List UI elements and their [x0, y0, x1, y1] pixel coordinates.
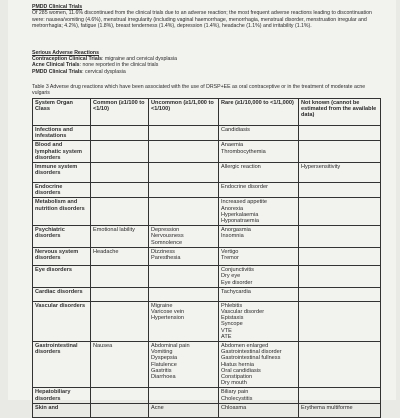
rare-cell: Anaemia Thrombocythemia — [219, 141, 299, 163]
common-cell — [91, 141, 149, 163]
unknown-cell — [299, 342, 381, 388]
unknown-cell: Erythema multiforme — [299, 404, 381, 418]
section-heading: Serious Adverse Reactions — [32, 50, 99, 56]
common-cell — [91, 183, 149, 198]
table-row — [33, 388, 381, 404]
soc-cell: Skin and — [33, 404, 91, 418]
uncommon-cell: Migraine Varicose vein Hypertension — [149, 301, 219, 341]
unknown-cell — [299, 141, 381, 163]
column-header: Rare (≥1/10,000 to <1/1,000) — [219, 99, 299, 126]
uncommon-cell — [149, 183, 219, 198]
unknown-cell: Hypersensitivity — [299, 163, 381, 183]
unknown-cell — [299, 266, 381, 288]
uncommon-cell: Acne — [149, 404, 219, 418]
sae-text: : migraine and cervical dysplasia — [102, 56, 178, 63]
rare-cell: Abdomen enlarged Gastrointestinal disorder Gastrointestinal fullness Hiatus hernia Oral candidiasis Constipation Dry mouth — [219, 342, 299, 388]
rare-cell: Candidiasis — [219, 126, 299, 141]
table-row — [33, 287, 381, 301]
rare-cell: Endocrine disorder — [219, 183, 299, 198]
soc-cell: Infections and infestations — [33, 126, 91, 141]
soc-cell: Vascular disorders — [33, 301, 91, 341]
unknown-cell — [299, 301, 381, 341]
table-row — [33, 266, 381, 288]
common-cell: Headache — [91, 248, 149, 266]
rare-cell: Tachycardia — [219, 287, 299, 301]
unknown-cell — [299, 287, 381, 301]
sae-line — [32, 69, 382, 75]
pmdd-intro — [32, 4, 382, 30]
soc-cell: Blood and lymphatic system disorders — [33, 141, 91, 163]
sae-label: Contraception Clinical Trials — [32, 56, 103, 63]
rare-cell: Conjunctivitis Dry eye Eye disorder — [219, 266, 299, 288]
common-cell: Nausea — [91, 342, 149, 388]
sae-label: PMDD Clinical Trials — [32, 68, 83, 75]
unknown-cell — [299, 126, 381, 141]
soc-cell: Immune system disorders — [33, 163, 91, 183]
table-body — [33, 126, 381, 418]
rare-cell: Biliary pain Cholecystitis — [219, 388, 299, 404]
table-row — [33, 183, 381, 198]
rare-cell: Phlebitis Vascular disorder Epistaxis Syncope VTE ATE — [219, 301, 299, 341]
uncommon-cell — [149, 266, 219, 288]
rare-cell: Chloasma — [219, 404, 299, 418]
document-page — [8, 0, 396, 412]
rare-cell: Increased appetite Anorexia Hyperkalaemia Hyponatraemia — [219, 198, 299, 226]
table-row — [33, 404, 381, 418]
column-header: Common (≥1/100 to <1/10) — [91, 99, 149, 126]
uncommon-cell — [149, 126, 219, 141]
unknown-cell — [299, 226, 381, 248]
common-cell — [91, 163, 149, 183]
rare-cell: Anorgasmia Insomnia — [219, 226, 299, 248]
common-cell — [91, 287, 149, 301]
common-cell: Emotional lability — [91, 226, 149, 248]
uncommon-cell: Depression Nervousness Somnolence — [149, 226, 219, 248]
uncommon-cell — [149, 198, 219, 226]
soc-cell: Nervous system disorders — [33, 248, 91, 266]
common-cell — [91, 266, 149, 288]
table-header-row — [33, 99, 381, 126]
soc-cell: Eye disorders — [33, 266, 91, 288]
column-header: Uncommon (≥1/1,000 to <1/100) — [149, 99, 219, 126]
column-header: Not known (cannot be estimated from the available data) — [299, 99, 381, 126]
unknown-cell — [299, 198, 381, 226]
table-row — [33, 226, 381, 248]
table-caption: Table 3 Adverse drug reactions which have been associated with the use of DRSP+EE as oral contraceptive or in the treatment of moderate acne vulgaris — [32, 84, 366, 97]
soc-cell: Hepatobiliary disorders — [33, 388, 91, 404]
rare-cell: Allergic reaction — [219, 163, 299, 183]
section-heading: PMDD Clinical Trials — [32, 4, 83, 10]
table-row — [33, 141, 381, 163]
unknown-cell — [299, 248, 381, 266]
sae-text: : none reported in the clinical trials — [79, 62, 159, 69]
sae-text: : cervical dysplasia — [82, 68, 126, 75]
common-cell — [91, 301, 149, 341]
soc-cell: Cardiac disorders — [33, 287, 91, 301]
table-row — [33, 126, 381, 141]
uncommon-cell — [149, 141, 219, 163]
table-row — [33, 301, 381, 341]
table-row — [33, 163, 381, 183]
unknown-cell — [299, 183, 381, 198]
uncommon-cell — [149, 287, 219, 301]
table-row — [33, 198, 381, 226]
sae-label: Acne Clinical Trials — [32, 62, 80, 69]
uncommon-cell: Dizziness Paresthesia — [149, 248, 219, 266]
common-cell — [91, 126, 149, 141]
column-header: System Organ Class — [33, 99, 91, 126]
unknown-cell — [299, 388, 381, 404]
adverse-reactions-table — [32, 98, 381, 418]
uncommon-cell — [149, 163, 219, 183]
soc-cell: Metabolism and nutrition disorders — [33, 198, 91, 226]
soc-cell: Psychiatric disorders — [33, 226, 91, 248]
rare-cell: Vertigo Tremor — [219, 248, 299, 266]
uncommon-cell: Abdominal pain Vomiting Dyspepsia Flatulence Gastritis Diarrhoea — [149, 342, 219, 388]
common-cell — [91, 198, 149, 226]
uncommon-cell — [149, 388, 219, 404]
intro-paragraph: Of 285 women, 11.6% discontinued from the clinical trials due to an adverse reaction; the most frequent adverse reactions leading to discontinuation were: nausea/vomiting (4.6%), menstrual irregularity (including vaginal haemorrhage, menorrhagia, menstrual disorder, menstruation irregular and metrorrhagia; 4.2%), fatigue (1.8%), breast tenderness (1.4%), depression (1.4%), headache (1.1%) and irritability (1.1%). — [32, 10, 372, 30]
table-row — [33, 248, 381, 266]
soc-cell: Endocrine disorders — [33, 183, 91, 198]
serious-adverse-reactions — [32, 50, 382, 75]
common-cell — [91, 388, 149, 404]
soc-cell: Gastrointestinal disorders — [33, 342, 91, 388]
common-cell — [91, 404, 149, 418]
table-row — [33, 342, 381, 388]
